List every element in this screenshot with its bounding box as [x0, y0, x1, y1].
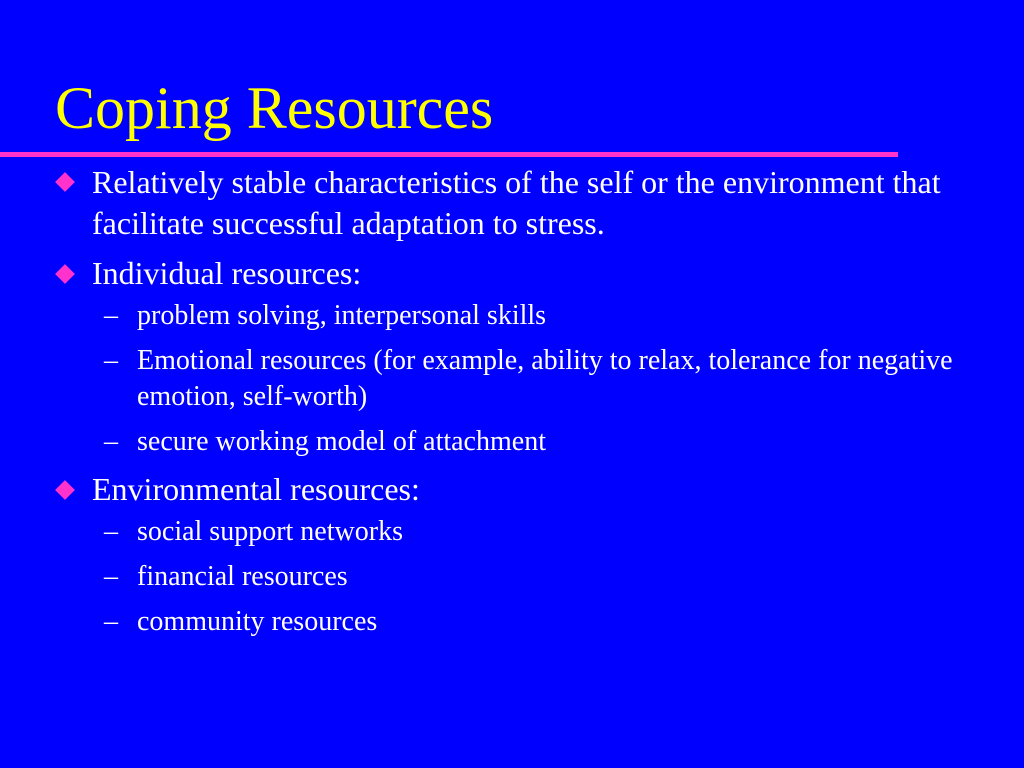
dash-bullet-icon: – [104, 426, 118, 457]
sub-bullet-text: Emotional resources (for example, ability to relax, tolerance for negative emotion, self-worth) [137, 345, 953, 412]
sub-bullet-list [92, 298, 975, 460]
diamond-bullet-icon [55, 480, 75, 500]
sub-bullet-item [92, 514, 975, 550]
bullet-text: Environmental resources: [92, 471, 420, 507]
dash-bullet-icon: – [104, 606, 118, 637]
bullet-item [55, 470, 975, 640]
sub-bullet-text: social support networks [137, 516, 403, 547]
dash-bullet-icon: – [104, 300, 118, 331]
bullet-item [55, 254, 975, 460]
sub-bullet-text: financial resources [137, 561, 348, 592]
sub-bullet-list [92, 514, 975, 640]
bullet-item [55, 162, 975, 244]
sub-bullet-item [92, 424, 975, 460]
sub-bullet-item [92, 298, 975, 334]
dash-bullet-icon: – [104, 345, 118, 376]
sub-bullet-text: community resources [137, 606, 378, 637]
bullet-text: Individual resources: [92, 255, 362, 291]
slide-title: Coping Resources [55, 75, 494, 141]
bullet-text: Relatively stable characteristics of the self or the environment that facilitate successful adaptation to stress. [92, 164, 941, 241]
dash-bullet-icon: – [104, 561, 118, 592]
diamond-bullet-icon [55, 172, 75, 192]
bullet-list [55, 162, 975, 650]
dash-bullet-icon: – [104, 516, 118, 547]
sub-bullet-item [92, 559, 975, 595]
sub-bullet-text: problem solving, interpersonal skills [137, 300, 547, 331]
sub-bullet-item [92, 343, 975, 415]
diamond-bullet-icon [55, 264, 75, 284]
sub-bullet-text: secure working model of attachment [137, 426, 546, 457]
sub-bullet-item [92, 604, 975, 640]
title-underline [0, 152, 898, 157]
